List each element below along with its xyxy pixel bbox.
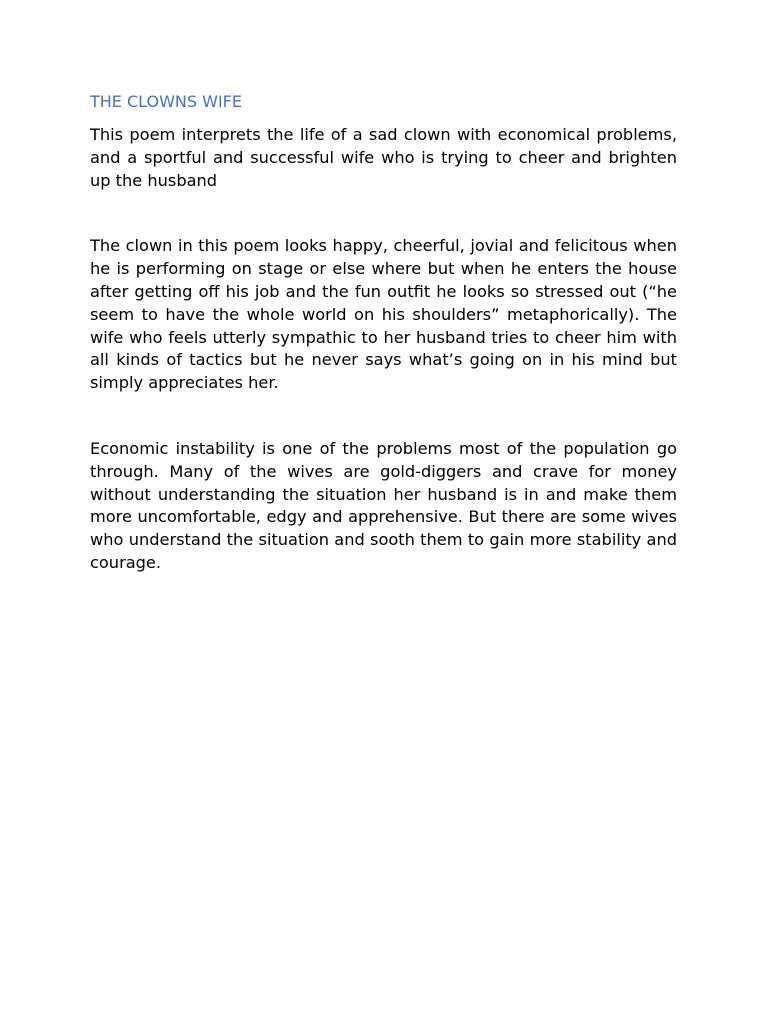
paragraph-clown: The clown in this poem looks happy, cheerful, jovial and felicitous when he is performing on stage or else where but when he enters the house after getting off his job and the fun outfit he looks so stressed out (“he seem to have the whole world on his shoulders” metaphorically). The wife who feels utterly sympathic to her husband tries to cheer him with all kinds of tactics but he never says what’s going on in his mind but simply appreciates her. — [90, 236, 677, 393]
document-title: THE CLOWNS WIFE — [90, 92, 242, 111]
paragraph-intro: This poem interprets the life of a sad clown with economical problems, and a sportful and successful wife who is trying to cheer and brighten up the husband — [90, 125, 677, 190]
document-page — [90, 90, 677, 575]
paragraph-economic: Economic instability is one of the problems most of the population go through. Many of the wives are gold-diggers and crave for money without understanding the situation her husband is in and make them more uncomfortable, edgy and apprehensive. But there are some wives who understand the situation and sooth them to gain more stability and courage. — [90, 438, 677, 572]
